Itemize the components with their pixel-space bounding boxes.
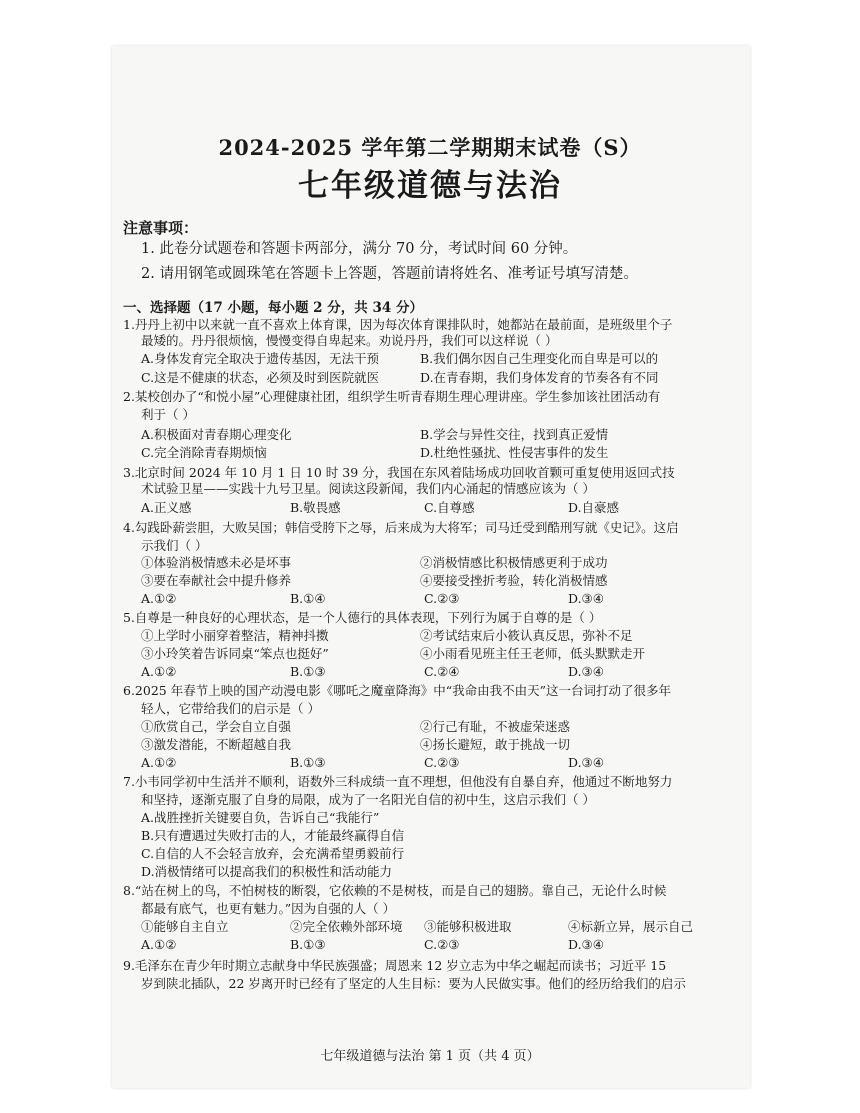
sub-statement: ②行己有耻，不被虚荣迷惑 <box>420 719 571 734</box>
sub-statement: ②考试结束后小筱认真反思，弥补不足 <box>420 628 633 643</box>
option: C.②③ <box>424 937 460 952</box>
option: B.①③ <box>290 937 326 952</box>
sub-statement: ②消极情感比积极情感更利于成功 <box>420 555 608 570</box>
option: A.①② <box>141 664 177 679</box>
sub-statement: ④小雨看见班主任王老师，低头默默走开 <box>420 646 646 661</box>
option: C.②④ <box>424 664 460 679</box>
question-stem: 9.毛泽东在青少年时期立志献身中华民族强盛；周恩来 12 岁立志为中华之崛起而读书；习近平 15 <box>123 958 667 973</box>
option: A.身体发育完全取决于遗传基因，无法干预 <box>141 351 380 366</box>
exam-title: 2024-2025 学年第二学期期末试卷（S） <box>218 135 642 160</box>
question-stem: 利于（ ） <box>141 407 195 422</box>
question-stem: 5.自尊是一种良好的心理状态，是一个人德行的具体表现，下列行为属于自尊的是（ ） <box>123 610 602 625</box>
option: C.②③ <box>424 591 460 606</box>
sub-statement: ①欣赏自己，学会自立自强 <box>141 719 292 734</box>
sub-statement: ①上学时小丽穿着整洁，精神抖擞 <box>141 628 329 643</box>
notice-item: 2. 请用钢笔或圆珠笔在答题卡上答题，答题前请将姓名、准考证号填写清楚。 <box>141 266 638 282</box>
question-stem: 4.勾践卧薪尝胆，大败吴国；韩信受胯下之辱，后来成为大将军；司马迁受到酷刑写就《史记》。这启 <box>123 520 679 535</box>
subject-title: 七年级道德与法治 <box>298 168 562 204</box>
option: A.①② <box>141 591 177 606</box>
option: D.③④ <box>568 755 604 770</box>
question-stem: 1.丹丹上初中以来就一直不喜欢上体育课，因为每次体育课排队时，她都站在最前面，是班级里个子 <box>123 317 673 332</box>
option: C.这是不健康的状态，必须及时到医院就医 <box>141 370 380 385</box>
option: A.正义感 <box>141 500 192 515</box>
question-stem: 示我们（ ） <box>141 538 208 553</box>
question-stem: 轻人，它带给我们的启示是（ ） <box>141 701 320 716</box>
page-footer: 七年级道德与法治 第 1 页（共 4 页） <box>320 1049 540 1064</box>
option: C.自信的人不会轻言放弃，会充满希望勇毅前行 <box>141 846 405 861</box>
option: B.学会与异性交往，找到真正爱情 <box>420 427 609 442</box>
option: C.自尊感 <box>424 500 475 515</box>
option: C.完全消除青春期烦恼 <box>141 445 267 460</box>
notice-heading: 注意事项： <box>123 219 199 237</box>
sub-statement: ③小玲笑着告诉同桌“笨点也挺好” <box>141 646 329 661</box>
question-stem: 都最有底气，也更有魅力。”因为自强的人（ ） <box>141 901 396 916</box>
option: D.在青春期，我们身体发育的节奏各有不同 <box>420 370 659 385</box>
question-stem: 8.“站在树上的鸟，不怕树枝的断裂，它依赖的不是树枝，而是自己的翅膀。靠自己，无论什么时候 <box>123 883 667 898</box>
option: A.①② <box>141 755 177 770</box>
sub-statement: ①体验消极情感未必是坏事 <box>141 555 292 570</box>
option: D.③④ <box>568 591 604 606</box>
sub-statement: ③激发潜能，不断超越自我 <box>141 737 292 752</box>
option: A.积极面对青春期心理变化 <box>141 427 292 442</box>
sub-statement: ②完全依赖外部环境 <box>290 919 403 934</box>
sub-statement: ①能够自主自立 <box>141 919 229 934</box>
option: B.我们偶尔因自己生理变化而自卑是可以的 <box>420 351 659 366</box>
option: D.自豪感 <box>568 500 620 515</box>
section-title: 一、选择题（17 小题，每小题 2 分，共 34 分） <box>123 300 423 316</box>
question-stem: 6.2025 年春节上映的国产动漫电影《哪吒之魔童降海》中“我命由我不由天”这一台词打动了很多年 <box>123 683 671 698</box>
question-stem: 2.某校创办了“和悦小屋”心理健康社团，组织学生听青春期生理心理讲座。学生参加该社团活动有 <box>123 389 661 404</box>
sub-statement: ④要接受挫折考验，转化消极情感 <box>420 573 608 588</box>
sub-statement: ④标新立异，展示自己 <box>568 919 694 934</box>
sub-statement: ③能够积极进取 <box>424 919 512 934</box>
option: B.①④ <box>290 591 326 606</box>
option: D.③④ <box>568 664 604 679</box>
sub-statement: ④扬长避短，敢于挑战一切 <box>420 737 571 752</box>
option: B.①③ <box>290 755 326 770</box>
option: B.①③ <box>290 664 326 679</box>
option: A.①② <box>141 937 177 952</box>
option: C.②③ <box>424 755 460 770</box>
question-stem: 3.北京时间 2024 年 10 月 1 日 10 时 39 分，我国在东风着陆场成功回收首颗可重复使用返回式技 <box>123 465 675 480</box>
question-stem: 7.小韦同学初中生活并不顺利，语数外三科成绩一直不理想，但他没有自暴自弃，他通过不断地努力 <box>123 774 673 789</box>
option: D.③④ <box>568 937 604 952</box>
option: B.敬畏感 <box>290 500 341 515</box>
option: D.杜绝性骚扰、性侵害事件的发生 <box>420 445 609 460</box>
question-stem: 最矮的。丹丹很烦恼，慢慢变得自卑起来。劝说丹丹，我们可以这样说（ ） <box>141 333 558 348</box>
notice-item: 1. 此卷分试题卷和答题卡两部分，满分 70 分，考试时间 60 分钟。 <box>141 241 578 257</box>
question-stem: 术试验卫星——实践十九号卫星。阅读这段新闻，我们内心涌起的情感应该为（ ） <box>141 481 595 496</box>
option: A.战胜挫折关键要自负，告诉自己“我能行” <box>141 810 380 825</box>
option: D.消极情绪可以提高我们的积极性和活动能力 <box>141 864 393 879</box>
question-stem: 和坚持，逐渐克服了自身的局限，成为了一名阳光自信的初中生，这启示我们（ ） <box>141 792 595 807</box>
sub-statement: ③要在奉献社会中提升修养 <box>141 573 292 588</box>
option: B.只有遭遇过失败打击的人，才能最终赢得自信 <box>141 828 405 843</box>
question-stem: 岁到陕北插队，22 岁离开时已经有了坚定的人生目标：要为人民做实事。他们的经历给我们的启示 <box>141 976 686 991</box>
